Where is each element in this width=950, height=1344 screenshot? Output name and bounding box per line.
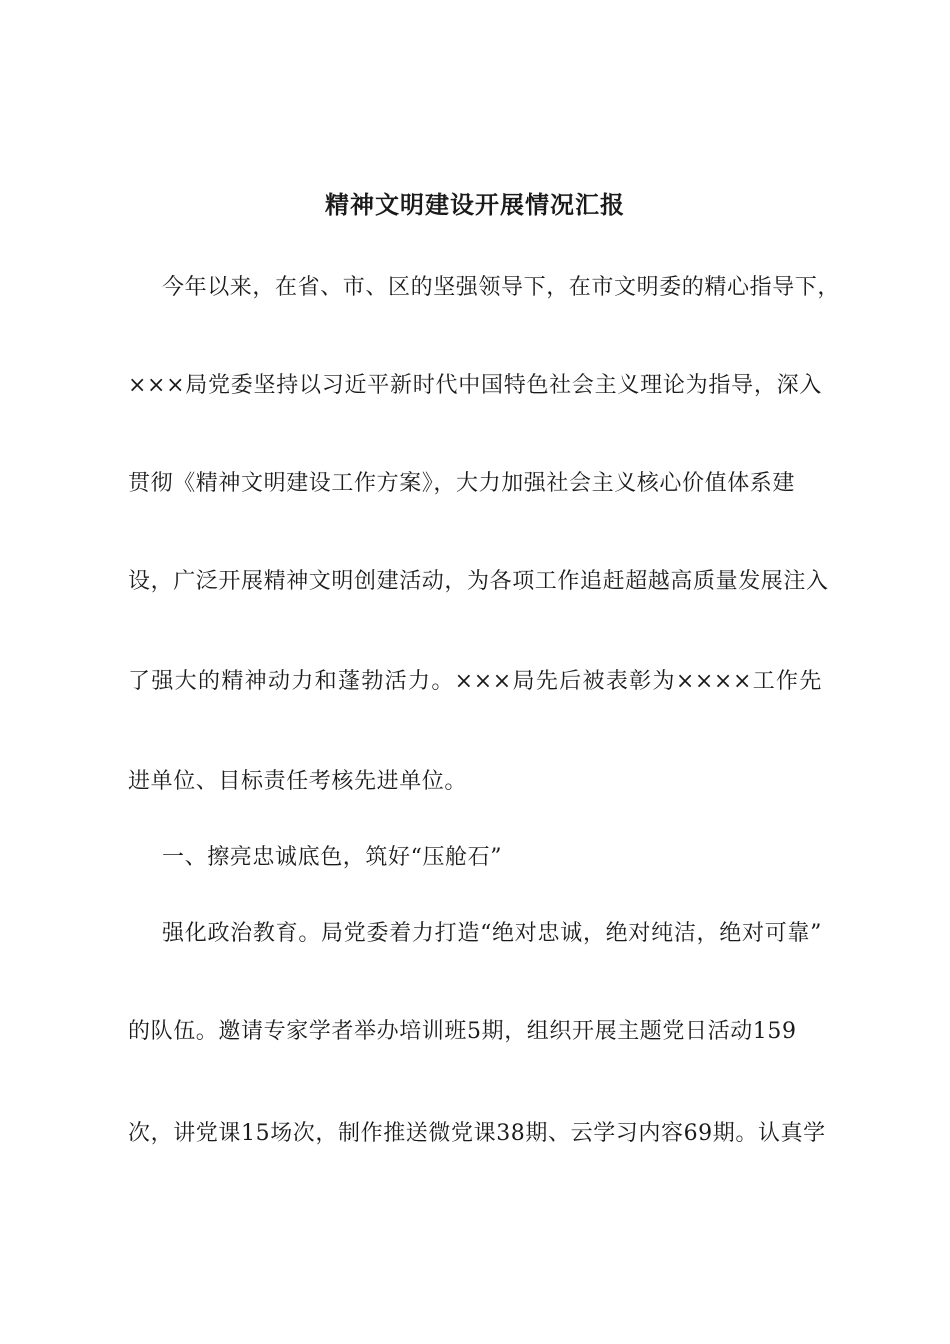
section-heading: 一、擦亮忠诚底色，筑好“压舱石”: [162, 845, 503, 870]
paragraph-line: 了强大的精神动力和蓬勃活力。×××局先后被表彰为××××工作先: [128, 669, 822, 694]
paragraph-line: 次，讲党课15场次，制作推送微党课38期、云学习内容69期。认真学: [128, 1121, 826, 1146]
paragraph-line: 设，广泛开展精神文明创建活动，为各项工作追赶超越高质量发展注入: [128, 569, 829, 594]
paragraph-line: 今年以来，在省、市、区的坚强领导下，在市文明委的精心指导下，: [162, 275, 841, 300]
paragraph-line: 强化政治教育。局党委着力打造“绝对忠诚，绝对纯洁，绝对可靠”: [162, 921, 822, 946]
paragraph-line: 进单位、目标责任考核先进单位。: [128, 769, 468, 794]
paragraph-line: ×××局党委坚持以习近平新时代中国特色社会主义理论为指导，深入: [128, 373, 822, 398]
paragraph-line: 的队伍。邀请专家学者举办培训班5期，组织开展主题党日活动159: [128, 1019, 797, 1044]
document-title: 精神文明建设开展情况汇报: [325, 190, 625, 219]
paragraph-line: 贯彻《精神文明建设工作方案》，大力加强社会主义核心价值体系建: [128, 471, 796, 496]
